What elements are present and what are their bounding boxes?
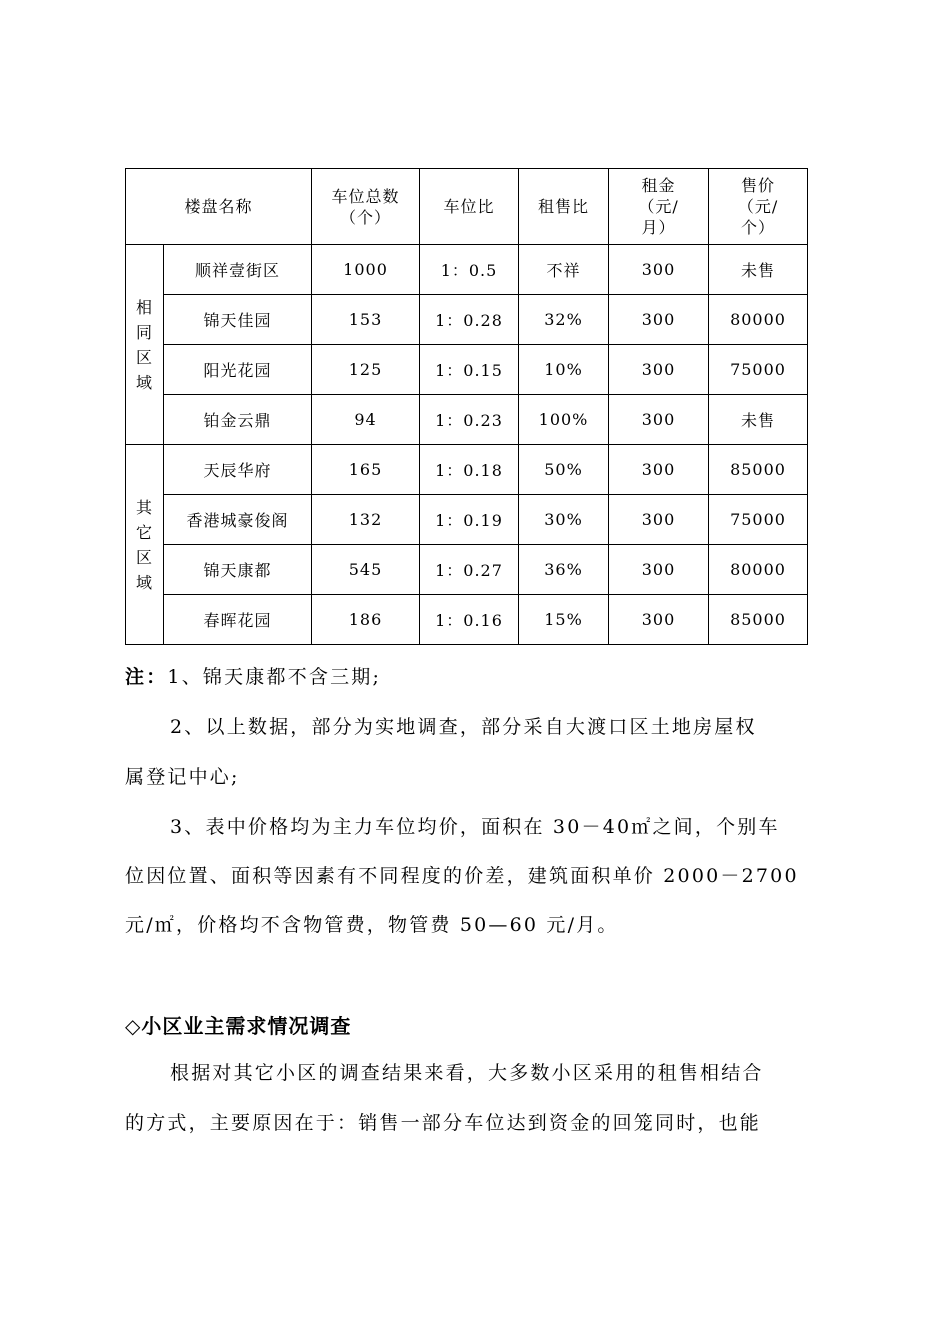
table-row <box>126 295 808 345</box>
cell-price: 80000 <box>709 545 808 595</box>
cell-ratio: 1：0.15 <box>420 345 519 395</box>
cell-rent: 300 <box>609 495 709 545</box>
note-2-line-2: 属登记中心; <box>125 766 240 788</box>
note-3-line-3: 元/㎡，价格均不含物管费，物管费 50—60 元/月。 <box>125 914 619 936</box>
header-price-line: 售价 <box>741 176 776 195</box>
cell-name: 锦天佳园 <box>164 295 312 345</box>
region-same-area <box>126 245 164 445</box>
region-char: 它 <box>135 522 153 542</box>
note-label: 注： <box>125 666 168 688</box>
header-ratio: 车位比 <box>420 169 519 245</box>
cell-rent: 300 <box>609 245 709 295</box>
header-rent <box>609 169 709 245</box>
cell-price: 75000 <box>709 495 808 545</box>
cell-price: 未售 <box>709 245 808 295</box>
cell-spaces: 125 <box>312 345 420 395</box>
region-char: 相 <box>135 297 153 317</box>
header-spaces-line: 车位总数 <box>331 186 400 206</box>
table-row <box>126 495 808 545</box>
cell-name: 阳光花园 <box>164 345 312 395</box>
region-char: 同 <box>135 322 153 342</box>
note-1 <box>125 662 381 689</box>
cell-rent-sale: 100% <box>519 395 609 445</box>
cell-spaces: 545 <box>312 545 420 595</box>
cell-name: 香港城豪俊阁 <box>164 495 312 545</box>
cell-ratio: 1：0.28 <box>420 295 519 345</box>
cell-rent-sale: 32% <box>519 295 609 345</box>
cell-ratio: 1：0.27 <box>420 545 519 595</box>
cell-rent: 300 <box>609 595 709 645</box>
header-rent-sale-ratio: 租售比 <box>519 169 609 245</box>
region-char: 区 <box>135 547 153 567</box>
note-3-line-2: 位因位置、面积等因素有不同程度的价差，建筑面积单价 2000－2700 <box>125 865 799 887</box>
paragraph-line-1: 根据对其它小区的调查结果来看，大多数小区采用的租售相结合 <box>170 1062 764 1084</box>
cell-name: 顺祥壹街区 <box>164 245 312 295</box>
header-price <box>709 169 808 245</box>
header-rent-line: （元/ <box>638 197 679 216</box>
cell-ratio: 1：0.18 <box>420 445 519 495</box>
cell-price: 80000 <box>709 295 808 345</box>
cell-price: 85000 <box>709 445 808 495</box>
header-price-line: （元/ <box>737 197 779 216</box>
cell-ratio: 1：0.23 <box>420 395 519 445</box>
header-rent-line: 月） <box>641 218 676 237</box>
note-2-line-1: 2、以上数据，部分为实地调查，部分采自大渡口区土地房屋权 <box>170 716 757 738</box>
region-other-area <box>126 445 164 645</box>
cell-price: 85000 <box>709 595 808 645</box>
cell-rent-sale: 15% <box>519 595 609 645</box>
table-row <box>126 345 808 395</box>
note-1-text: 1、锦天康都不含三期; <box>167 666 382 688</box>
cell-rent: 300 <box>609 295 709 345</box>
cell-spaces: 1000 <box>312 245 420 295</box>
header-rent-line: 租金 <box>641 176 676 195</box>
cell-name: 铂金云鼎 <box>164 395 312 445</box>
cell-spaces: 186 <box>312 595 420 645</box>
table-row <box>126 395 808 445</box>
cell-spaces: 132 <box>312 495 420 545</box>
cell-ratio: 1：0.5 <box>420 245 519 295</box>
region-char: 其 <box>135 497 153 517</box>
section-heading: ◇小区业主需求情况调查 <box>125 1014 352 1038</box>
cell-ratio: 1：0.16 <box>420 595 519 645</box>
table-row <box>126 245 808 295</box>
cell-name: 锦天康都 <box>164 545 312 595</box>
header-spaces <box>312 169 420 245</box>
cell-rent-sale: 30% <box>519 495 609 545</box>
cell-price: 未售 <box>709 395 808 445</box>
table-row <box>126 595 808 645</box>
cell-rent: 300 <box>609 345 709 395</box>
cell-spaces: 153 <box>312 295 420 345</box>
table-row <box>126 545 808 595</box>
header-name: 楼盘名称 <box>126 169 312 245</box>
table-row <box>126 445 808 495</box>
cell-spaces: 165 <box>312 445 420 495</box>
cell-rent-sale: 50% <box>519 445 609 495</box>
cell-name: 天辰华府 <box>164 445 312 495</box>
cell-price: 75000 <box>709 345 808 395</box>
header-price-line: 个） <box>741 218 776 237</box>
paragraph-line-2: 的方式，主要原因在于：销售一部分车位达到资金的回笼同时，也能 <box>125 1112 762 1134</box>
cell-rent-sale: 36% <box>519 545 609 595</box>
note-3-line-1: 3、表中价格均为主力车位均价，面积在 30－40㎡之间，个别车 <box>170 816 780 838</box>
cell-rent: 300 <box>609 545 709 595</box>
cell-spaces: 94 <box>312 395 420 445</box>
header-spaces-line: （个） <box>340 207 392 227</box>
cell-rent: 300 <box>609 445 709 495</box>
cell-rent-sale: 不祥 <box>519 245 609 295</box>
cell-rent: 300 <box>609 395 709 445</box>
region-char: 域 <box>135 572 153 592</box>
parking-survey-table <box>125 168 808 645</box>
table-header-row <box>126 169 808 245</box>
region-char: 域 <box>135 372 153 392</box>
region-char: 区 <box>135 347 153 367</box>
cell-rent-sale: 10% <box>519 345 609 395</box>
cell-ratio: 1：0.19 <box>420 495 519 545</box>
cell-name: 春晖花园 <box>164 595 312 645</box>
